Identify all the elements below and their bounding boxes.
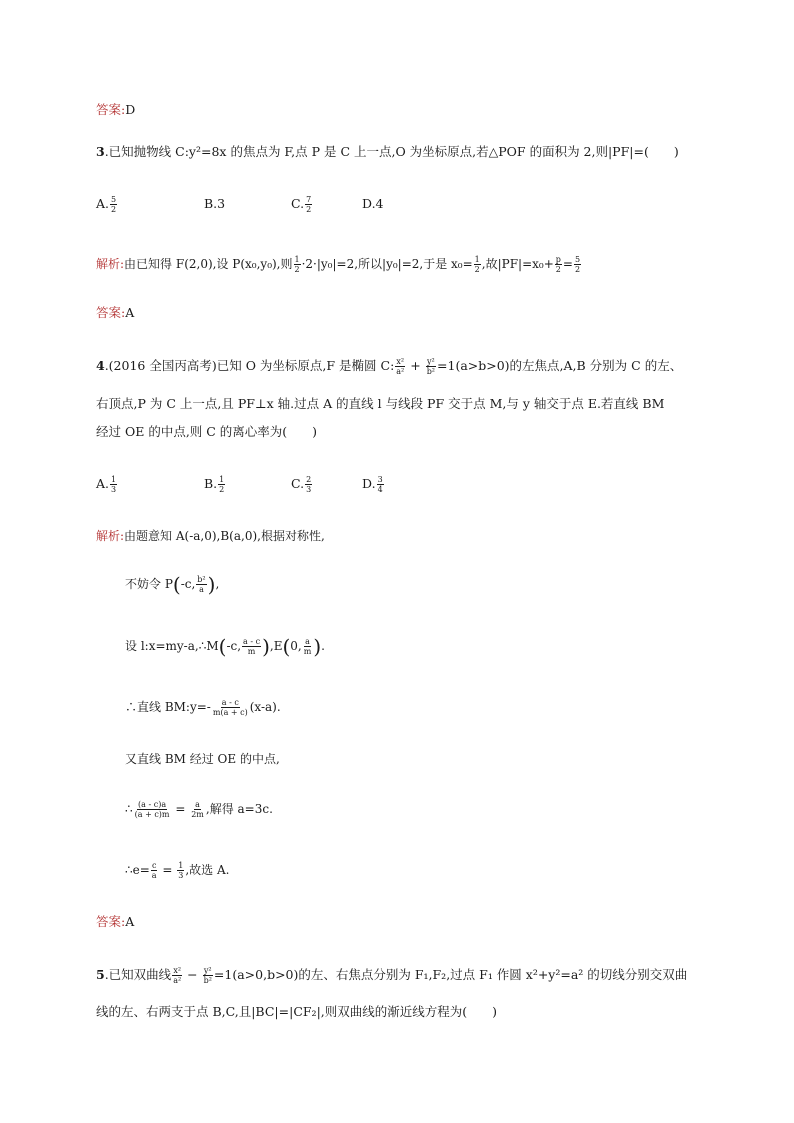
question-5-line-2: 线的左、右两支于点 B,C,且|BC|=|CF₂|,则双曲线的渐近线方程为( ) bbox=[96, 1004, 498, 1019]
answer-value: D bbox=[125, 102, 136, 117]
option-d bbox=[362, 475, 385, 494]
solution-text: 由已知得 F(2,0),设 P(x₀,y₀),则 bbox=[124, 257, 293, 271]
solution-label: 解析: bbox=[96, 529, 125, 543]
numerator: 1 bbox=[294, 255, 300, 264]
denominator: 3 bbox=[178, 871, 184, 880]
solution-text: ,解得 a=3c. bbox=[205, 802, 273, 816]
solution-4-line-3 bbox=[125, 698, 281, 717]
operator: − bbox=[183, 967, 202, 982]
solution-text: ∴e= bbox=[125, 863, 150, 877]
numerator: 1 bbox=[178, 861, 184, 870]
answer-label: 答案: bbox=[96, 914, 126, 929]
denominator: 2 bbox=[111, 205, 117, 214]
denominator: 2 bbox=[219, 485, 225, 494]
solution-text: 设 l:x=my-a,∴M bbox=[125, 639, 219, 653]
numerator: (a - c)a bbox=[138, 800, 167, 809]
numerator: a bbox=[195, 800, 200, 809]
option-label: B. bbox=[204, 476, 218, 491]
option-label: C. bbox=[291, 476, 305, 491]
left-paren: ( bbox=[218, 634, 227, 659]
option-c bbox=[291, 195, 313, 214]
denominator: b² bbox=[203, 976, 212, 985]
question-number: 3 bbox=[96, 144, 105, 159]
question-4-line-3: 经过 OE 的中点,则 C 的离心率为( ) bbox=[96, 424, 318, 439]
numerator: c bbox=[151, 861, 157, 870]
denominator: 2 bbox=[474, 265, 480, 274]
denominator: 2 bbox=[555, 265, 561, 274]
fraction bbox=[377, 475, 384, 494]
option-label: A. bbox=[96, 196, 110, 211]
fraction bbox=[395, 357, 405, 376]
denominator: 2 bbox=[306, 205, 312, 214]
answer-line bbox=[96, 101, 135, 119]
numerator: a - c bbox=[243, 637, 261, 646]
denominator: m bbox=[303, 647, 312, 656]
answer-value: A bbox=[125, 305, 135, 320]
solution-text: . bbox=[321, 639, 325, 653]
option-b: B.3 bbox=[204, 196, 226, 211]
option-d: D.4 bbox=[362, 196, 384, 211]
question-4-line-1 bbox=[96, 357, 682, 376]
fraction bbox=[305, 195, 312, 214]
right-paren: ) bbox=[313, 634, 322, 659]
numerator: 3 bbox=[377, 475, 383, 484]
question-text: .已知双曲线 bbox=[104, 967, 172, 982]
numerator: y² bbox=[203, 966, 212, 975]
option-label: D. bbox=[362, 476, 376, 491]
numerator: a - c bbox=[221, 698, 239, 707]
question-5-line-1 bbox=[96, 966, 687, 985]
fraction bbox=[426, 357, 436, 376]
denominator: 2 bbox=[574, 265, 581, 274]
numerator: 1 bbox=[474, 255, 480, 264]
fraction bbox=[242, 637, 261, 656]
answer-label: 答案: bbox=[96, 102, 126, 117]
option-c bbox=[291, 475, 313, 494]
denominator: a bbox=[199, 585, 204, 594]
question-3-stem bbox=[96, 143, 679, 161]
right-paren: ) bbox=[262, 634, 270, 659]
solution-text: 不妨令 P bbox=[125, 577, 173, 591]
fraction bbox=[474, 255, 481, 274]
fraction bbox=[212, 698, 249, 717]
denominator: a bbox=[151, 871, 157, 880]
answer-value: A bbox=[125, 914, 135, 929]
denominator: m(a + c) bbox=[212, 708, 248, 717]
denominator: 3 bbox=[111, 485, 117, 494]
question-text: .已知抛物线 C:y²=8x 的焦点为 F,点 P 是 C 上一点,O 为坐标原点,若△POF 的面积为 2,则|PF|=( ) bbox=[104, 144, 679, 159]
numerator: x² bbox=[173, 966, 182, 975]
fraction bbox=[196, 575, 206, 594]
fraction bbox=[134, 800, 171, 819]
solution-4-line-0 bbox=[96, 527, 325, 545]
answer-line bbox=[96, 304, 134, 322]
denominator: 2m bbox=[191, 810, 204, 819]
numerator: x² bbox=[396, 357, 405, 366]
fraction bbox=[177, 861, 184, 880]
numerator: 5 bbox=[111, 195, 117, 204]
denominator: m bbox=[247, 647, 256, 656]
solution-text: ·2·|y₀|=2,所以|y₀|=2,于是 x₀= bbox=[301, 257, 473, 271]
solution-text: (x-a). bbox=[249, 700, 281, 714]
question-text: =1(a>0,b>0)的左、右焦点分别为 F₁,F₂,过点 F₁ 作圆 x²+y²=a² 的切线分别交双曲 bbox=[213, 967, 688, 982]
numerator: 5 bbox=[574, 255, 581, 264]
numerator: b² bbox=[197, 575, 206, 584]
option-a bbox=[96, 475, 118, 494]
solution-text: ∴直线 BM:y=- bbox=[125, 700, 211, 714]
solution-4-line-2 bbox=[125, 634, 325, 659]
question-4-line-2: 右顶点,P 为 C 上一点,且 PF⊥x 轴.过点 A 的直线 l 与线段 PF 交于点 M,与 y 轴交于点 E.若直线 BM bbox=[96, 396, 665, 411]
fraction bbox=[110, 195, 117, 214]
numerator: 2 bbox=[306, 475, 312, 484]
solution-text: ,故|PF|=x₀+ bbox=[481, 257, 554, 271]
fraction bbox=[555, 255, 562, 274]
solution-text: = bbox=[562, 257, 573, 271]
numerator: 1 bbox=[111, 475, 117, 484]
answer-line bbox=[96, 913, 134, 931]
solution-text: -c, bbox=[226, 639, 242, 653]
question-number: 5 bbox=[96, 967, 105, 982]
option-b bbox=[204, 475, 226, 494]
fraction bbox=[303, 637, 313, 656]
fraction bbox=[574, 255, 581, 274]
fraction bbox=[172, 966, 182, 985]
solution-3 bbox=[96, 255, 582, 274]
answer-label: 答案: bbox=[96, 305, 126, 320]
solution-text: ,E bbox=[269, 639, 283, 653]
option-label: A. bbox=[96, 476, 110, 491]
numerator: y² bbox=[426, 357, 435, 366]
fraction bbox=[294, 255, 301, 274]
solution-text: 0, bbox=[290, 639, 302, 653]
denominator: 2 bbox=[294, 265, 300, 274]
numerator: 7 bbox=[306, 195, 312, 204]
right-paren: ) bbox=[207, 572, 216, 597]
denominator: b² bbox=[426, 367, 436, 376]
numerator: a bbox=[305, 637, 310, 646]
question-text: =1(a>b>0)的左焦点,A,B 分别为 C 的左、 bbox=[437, 358, 683, 373]
question-number: 4 bbox=[96, 358, 105, 373]
denominator: a² bbox=[396, 367, 405, 376]
fraction bbox=[203, 966, 213, 985]
denominator: a² bbox=[173, 976, 182, 985]
operator: + bbox=[406, 358, 425, 373]
operator: = bbox=[158, 863, 177, 877]
left-paren: ( bbox=[172, 572, 181, 597]
numerator: 1 bbox=[219, 475, 225, 484]
question-text: .(2016 全国丙高考)已知 O 为坐标原点,F 是椭圆 C: bbox=[104, 358, 395, 373]
solution-text: ,故选 A. bbox=[185, 863, 230, 877]
fraction bbox=[305, 475, 312, 494]
fraction bbox=[190, 800, 205, 819]
solution-text: -c, bbox=[180, 577, 196, 591]
fraction bbox=[151, 861, 158, 880]
left-paren: ( bbox=[282, 634, 291, 659]
solution-text: , bbox=[215, 577, 220, 591]
solution-4-line-1 bbox=[125, 572, 220, 597]
option-a bbox=[96, 195, 118, 214]
solution-4-line-4: 又直线 BM 经过 OE 的中点, bbox=[125, 752, 280, 766]
denominator: (a + c)m bbox=[134, 810, 170, 819]
fraction bbox=[218, 475, 225, 494]
solution-text: 由题意知 A(-a,0),B(a,0),根据对称性, bbox=[124, 529, 325, 543]
option-label: C. bbox=[291, 196, 305, 211]
denominator: 4 bbox=[377, 485, 383, 494]
solution-text: ∴ bbox=[125, 802, 133, 816]
solution-label: 解析: bbox=[96, 257, 125, 271]
solution-4-line-5 bbox=[125, 800, 273, 819]
fraction bbox=[110, 475, 117, 494]
denominator: 3 bbox=[306, 485, 312, 494]
numerator: p bbox=[555, 255, 561, 264]
solution-4-line-6 bbox=[125, 861, 229, 880]
operator: = bbox=[171, 802, 190, 816]
